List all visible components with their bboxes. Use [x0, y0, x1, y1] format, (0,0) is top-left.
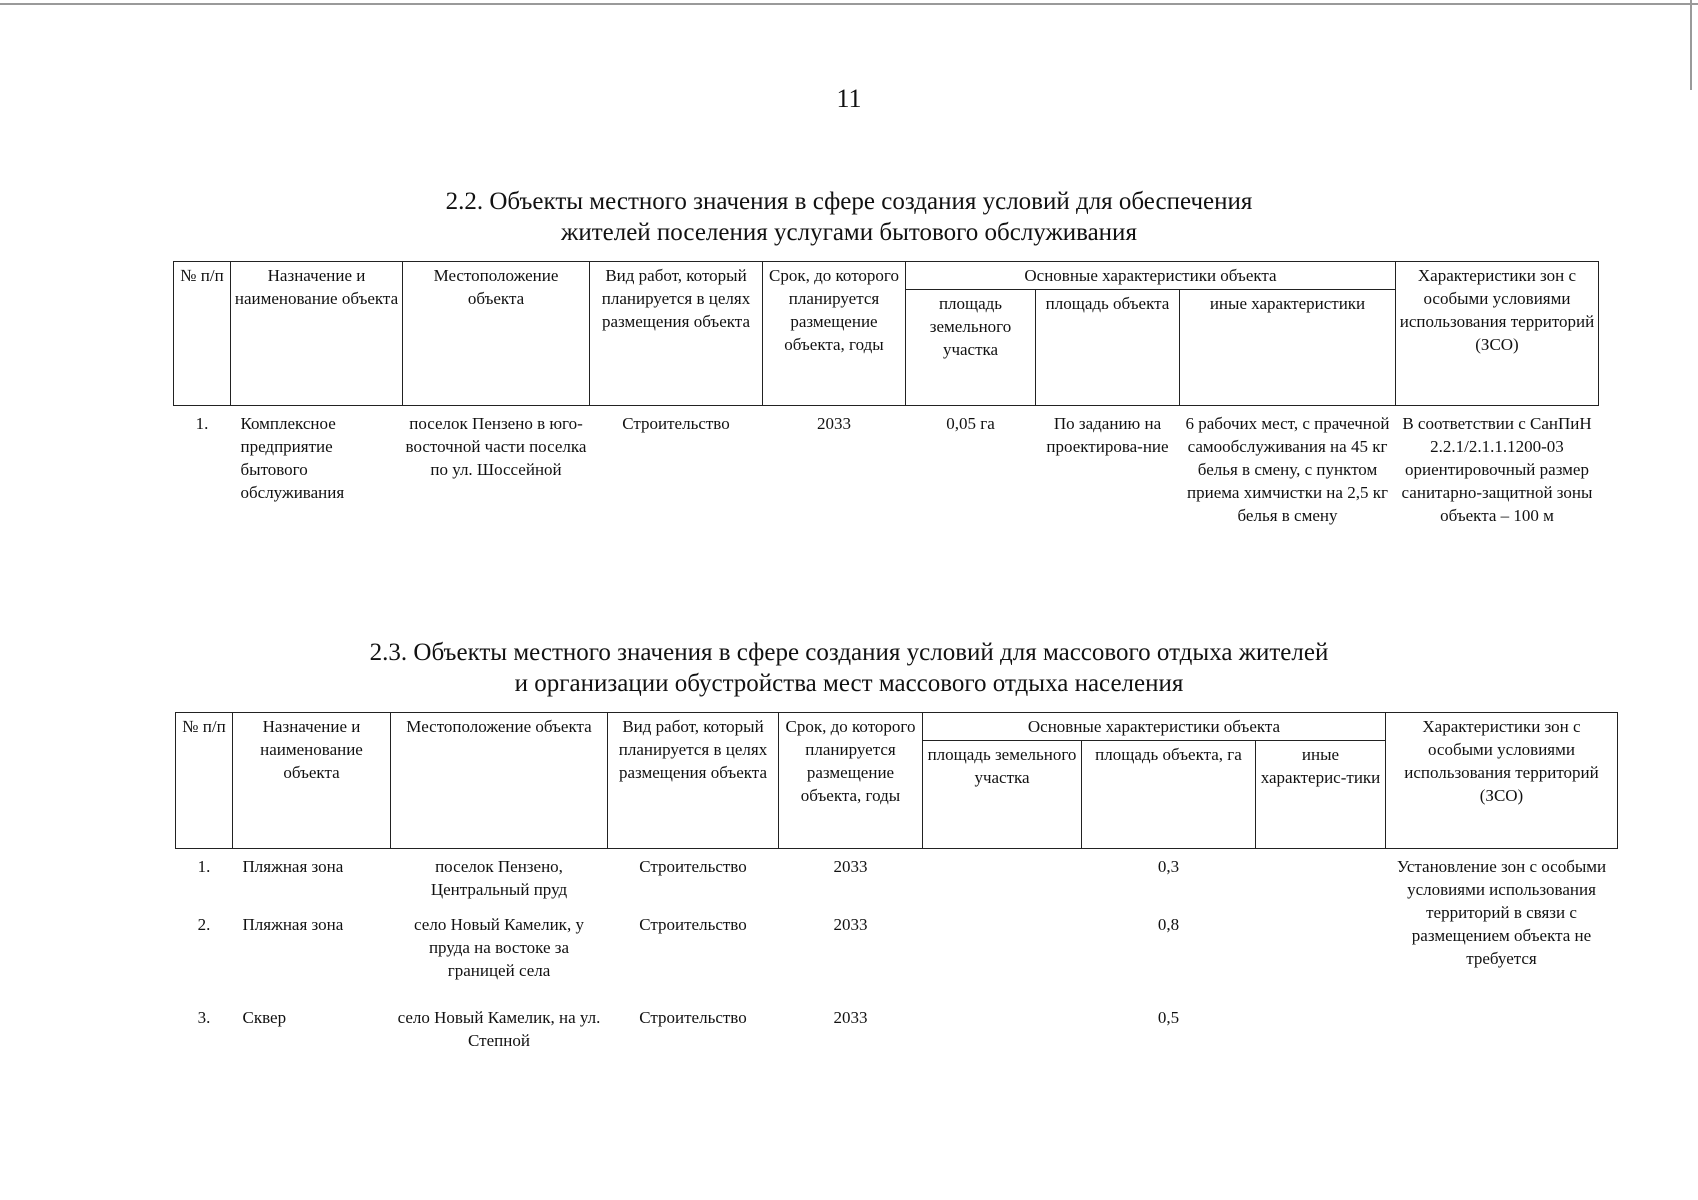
row-other: 6 рабочих мест, с прачечной самообслуживания на 45 кг белья в смену, с пунктом приема химчистки на 2,5 кг белья в смену	[1185, 414, 1390, 525]
header-num: № п/п	[174, 262, 231, 406]
table-row	[174, 406, 1599, 528]
row-object-area: 0,8	[1157, 914, 1180, 934]
page-number: 11	[836, 84, 862, 113]
section-2-2-table	[173, 261, 1599, 527]
section-2-2-title	[0, 186, 1698, 248]
row-num: 1.	[197, 857, 211, 876]
header-location: Местоположение объекта	[403, 262, 590, 406]
row-work: Строительство	[639, 1007, 747, 1027]
row-num: 3.	[197, 1007, 211, 1027]
row-object-area: По заданию на проектирова-ние	[1046, 414, 1169, 456]
header-other: иные характерис-тики	[1256, 741, 1386, 849]
header-other: иные характеристики	[1180, 290, 1396, 406]
header-object-area: площадь объекта	[1036, 290, 1180, 406]
header-location: Местоположение объекта	[391, 713, 608, 849]
header-zones: Характеристики зон с особыми условиями использования территорий (ЗСО)	[1396, 262, 1599, 406]
header-main-characteristics: Основные характеристики объекта	[906, 262, 1396, 290]
row-num: 1.	[195, 414, 209, 433]
right-scan-line	[1690, 0, 1692, 90]
section-2-3-table	[175, 712, 1618, 1060]
header-name: Назначение и наименование объекта	[233, 713, 391, 849]
row-other	[1256, 1000, 1386, 1060]
row-zones: В соответствии с СанПиН 2.2.1/2.1.1.1200-03 ориентировочный размер санитарно-защитной зоны объекта – 100 м	[1401, 414, 1593, 525]
row-location: поселок Пензено в юго-восточной части поселка по ул. Шоссейной	[405, 414, 587, 479]
row-name: Сквер	[242, 1007, 287, 1027]
row-work: Строительство	[639, 857, 747, 876]
row-work: Строительство	[639, 914, 747, 934]
row-land-area	[923, 849, 1082, 907]
section-2-2-title-line1: 2.2. Объекты местного значения в сфере создания условий для обеспечения	[445, 188, 1253, 215]
header-land-area: площадь земельного участка	[923, 741, 1082, 849]
row-name: Пляжная зона	[242, 857, 344, 876]
header-land-area: площадь земельного участка	[906, 290, 1036, 406]
row-land-area: 0,05 га	[946, 414, 995, 433]
table-row	[176, 849, 1618, 907]
row-name: Пляжная зона	[242, 914, 344, 934]
row-land-area	[923, 907, 1082, 1000]
section-2-2-title-line2: жителей поселения услугами бытового обслуживания	[561, 219, 1137, 246]
row-zones-note: Установление зон с особыми условиями использования территорий в связи с размещением объекта не требуется	[1396, 857, 1607, 968]
row-object-area: 0,3	[1157, 857, 1180, 876]
section-2-3-title	[0, 637, 1698, 699]
header-num: № п/п	[176, 713, 233, 849]
section-2-2-table-block	[173, 261, 1599, 527]
header-zones: Характеристики зон с особыми условиями использования территорий (ЗСО)	[1386, 713, 1618, 849]
row-term: 2033	[833, 857, 868, 876]
row-work: Строительство	[622, 414, 730, 433]
header-work: Вид работ, который планируется в целях размещения объекта	[590, 262, 763, 406]
top-scan-line	[0, 3, 1698, 5]
section-2-3-title-line2: и организации обустройства мест массового отдыха населения	[514, 670, 1184, 697]
row-term: 2033	[833, 914, 868, 934]
header-term: Срок, до которого планируется размещение объекта, годы	[779, 713, 923, 849]
row-land-area	[923, 1000, 1082, 1060]
header-work: Вид работ, который планируется в целях размещения объекта	[608, 713, 779, 849]
row-object-area: 0,5	[1157, 1007, 1180, 1027]
row-term: 2033	[833, 1007, 868, 1027]
row-term: 2033	[817, 414, 851, 433]
row-other	[1256, 849, 1386, 907]
row-num: 2.	[197, 914, 211, 934]
row-location: село Новый Камелик, у пруда на востоке за границей села	[414, 914, 584, 980]
row-location: село Новый Камелик, на ул. Степной	[397, 1007, 601, 1050]
header-term: Срок, до которого планируется размещение объекта, годы	[763, 262, 906, 406]
header-name: Назначение и наименование объекта	[231, 262, 403, 406]
row-other	[1256, 907, 1386, 1000]
section-2-3-table-block	[175, 712, 1618, 1060]
section-2-3-title-line1: 2.3. Объекты местного значения в сфере создания условий для массового отдыха жителей	[369, 639, 1329, 666]
header-main-characteristics: Основные характеристики объекта	[923, 713, 1386, 741]
row-location: поселок Пензено, Центральный пруд	[430, 857, 568, 899]
header-object-area: площадь объекта, га	[1082, 741, 1256, 849]
row-name: Комплексное предприятие бытового обслуживания	[240, 414, 345, 502]
